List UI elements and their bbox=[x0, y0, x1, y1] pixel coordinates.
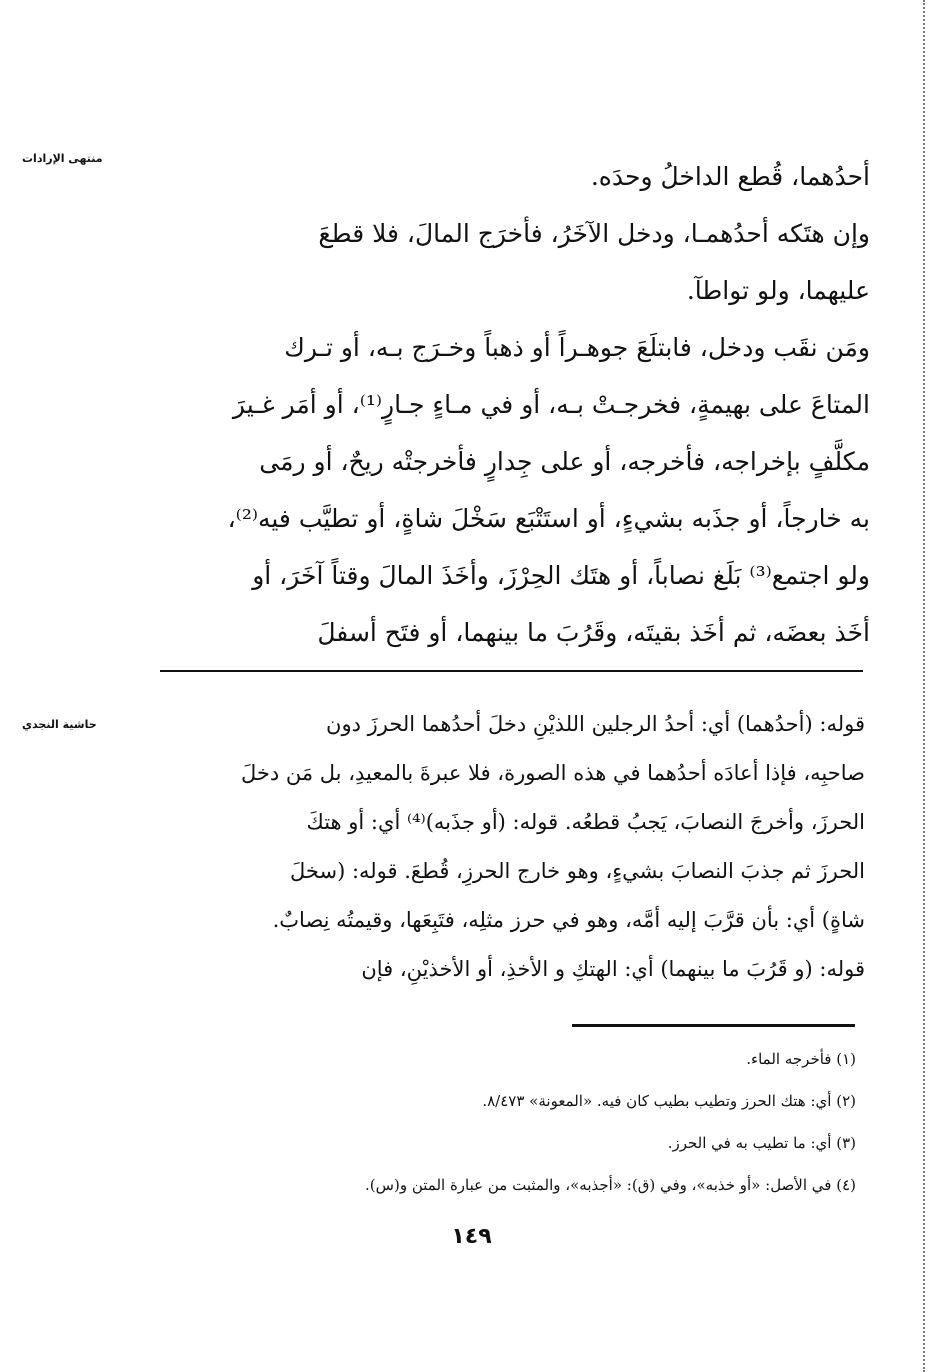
main-text-block bbox=[160, 148, 870, 661]
main-text-line: ومَن نقَب ودخل، فابتلَعَ جوهـراً أو ذهباً وخـرَج بـه، أو تـرك bbox=[284, 333, 870, 362]
side-label-matn: منتهى الإرادات bbox=[22, 152, 103, 165]
hashiya-text-line: قوله: (و قَرُبَ ما بينهما) أي: الهتكِ و الأخذِ، أو الأخذيْنِ، فإن bbox=[361, 957, 865, 981]
page-number: ١٤٩ bbox=[451, 1224, 492, 1249]
hashiya-text-line: قوله: (أحدُهما) أي: أحدُ الرجلين اللذيْنِ دخلَ أحدُهما الحرزَ دون bbox=[326, 712, 865, 736]
main-text-line: عليهما، ولو تواطآ. bbox=[686, 276, 870, 305]
footnotes-block bbox=[150, 1038, 856, 1206]
main-text-line: أحدُهما، قُطع الداخلُ وحدَه. bbox=[590, 162, 870, 191]
side-label-hashiya: حاشية النجدي bbox=[22, 718, 97, 731]
footnote-divider bbox=[572, 1024, 855, 1027]
main-text-line: وإن هتَكه أحدُهمـا، ودخل الآخَرُ، فأخرَج المالَ، فلا قطعَ bbox=[318, 219, 870, 248]
footnote: (٢) أي: هتك الحرز وتطيب بطيب كان فيه. «المعونة» ٨/٤٧٣. bbox=[482, 1092, 856, 1110]
page-edge-dotted-line bbox=[923, 0, 925, 1372]
footnote: (٤) في الأصل: «أو خذبه»، وفي (ق): «أجذبه»، والمثبت من عبارة المتن و(س). bbox=[365, 1176, 856, 1194]
main-text-line: به خارجاً، أو جذَبه بشيءٍ، أو استَتْبَع سَخْلَ شاةٍ، أو تطيَّب فيه⁽²⁾، bbox=[227, 504, 870, 533]
main-text-line: مكلَّفٍ بإخراجه، فأخرجه، أو على جِدارٍ فأخرجتْه ريحٌ، أو رمَى bbox=[259, 447, 870, 476]
hashiya-text-line: صاحبِه، فإذا أعادَه أحدُهما في هذه الصورة، فلا عبرةَ بالمعيدِ، بل مَن دخلَ bbox=[240, 761, 865, 785]
hashiya-text-line: شاةٍ) أي: بأن قرَّبَ إليه أمَّه، وهو في حرز مثلِه، فتَبِعَها، وقيمتُه نِصابٌ. bbox=[272, 908, 865, 932]
hashiya-text-line: الحرزَ ثم جذبَ النصابَ بشيءٍ، وهو خارج الحرزِ، قُطعَ. قوله: (سخلَ bbox=[290, 859, 865, 883]
hashiya-text-block bbox=[160, 700, 865, 994]
footnote: (١) فأخرجه الماء. bbox=[746, 1050, 856, 1068]
section-divider bbox=[160, 670, 863, 672]
hashiya-text-line: الحرزَ، وأخرجَ النصابَ، يَجبُ قطعُه. قوله: (أو جذَبه)⁽⁴⁾ أي: أو هتكَ bbox=[306, 810, 865, 834]
main-text-line: أخَذ بعضَه، ثم أخَذ بقيتَه، وقَرُبَ ما بينهما، أو فتَح أسفلَ bbox=[317, 618, 870, 647]
main-text-line: ولو اجتمع⁽³⁾ بَلَغ نصاباً، أو هتَك الحِرْزَ، وأخَذَ المالَ وقتاً آخَرَ، أو bbox=[252, 561, 870, 590]
main-text-line: المتاعَ على بهيمةٍ، فخرجـتْ بـه، أو في مـاءٍ جـارٍ⁽¹⁾، أو أمَر غـيرَ bbox=[232, 390, 870, 419]
footnote: (٣) أي: ما تطيب به في الحرز. bbox=[667, 1134, 856, 1152]
